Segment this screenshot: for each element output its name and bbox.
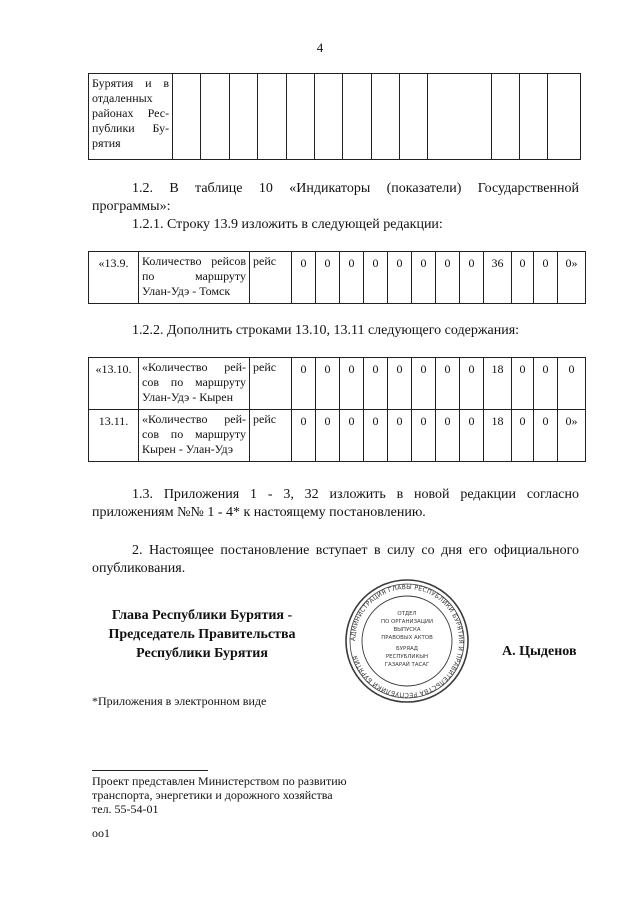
paragraph-1-3: 1.3. Приложения 1 - 3, 32 изложить в новой редакции согласно приложениям №№ 1 - 4* к настоящему постановлению.	[92, 487, 579, 520]
label-line: отдаленных	[92, 91, 153, 105]
value-cell: 0	[534, 252, 558, 304]
value-cell: 0	[460, 252, 484, 304]
page-number: 4	[316, 40, 324, 55]
official-seal	[344, 578, 470, 704]
empty-cell	[286, 74, 314, 160]
name-line: по маршруту	[142, 269, 246, 283]
project-note-line: тел. 55-54-01	[92, 802, 159, 816]
value-cell: 0	[292, 252, 316, 304]
value-cell: 0	[316, 410, 340, 462]
label-line: районах Рес-	[92, 106, 170, 120]
seal-center-line: БУРЯАД	[396, 646, 418, 652]
value-cell: 0	[340, 410, 364, 462]
value-cell: 0	[512, 410, 534, 462]
value-cell: 0	[340, 358, 364, 410]
value-cell: 18	[484, 358, 512, 410]
seal-center-line: ПРАВОВЫХ АКТОВ	[381, 635, 433, 641]
paragraph-1-2-2: 1.2.2. Дополнить строками 13.10, 13.11 следующего содержания:	[132, 323, 520, 338]
label-line: публики Бу-	[92, 121, 170, 135]
table-row	[89, 358, 586, 410]
project-note	[92, 774, 347, 816]
project-note-line: Проект представлен Министерством по развитию	[92, 774, 347, 788]
value-cell: 0»	[558, 410, 586, 462]
value-cell: 0	[558, 358, 586, 410]
value-cell: 0	[436, 252, 460, 304]
empty-cell	[519, 74, 547, 160]
value-cell: 0	[412, 252, 436, 304]
seal-center-line: ПО ОРГАНИЗАЦИИ	[381, 619, 433, 625]
row-id-cell: 13.11.	[89, 410, 139, 462]
value-cell: 0	[388, 252, 412, 304]
value-cell: 0	[412, 358, 436, 410]
table-row	[89, 252, 586, 304]
value-cell: 36	[484, 252, 512, 304]
paragraph-1-2-1: 1.2.1. Строку 13.9 изложить в следующей редакции:	[132, 217, 443, 232]
row-label-cell	[89, 74, 173, 160]
empty-cell	[173, 74, 201, 160]
empty-cell	[229, 74, 257, 160]
continuation-table	[88, 73, 581, 160]
signatory-title-line: Глава Республики Бурятия -	[111, 608, 293, 623]
value-cell: 0	[534, 410, 558, 462]
unit-cell: рейс	[250, 410, 292, 462]
seal-center-line: ОТДЕЛ	[397, 611, 417, 617]
name-line: «Количество рей-	[142, 412, 246, 426]
indicator-table-13-9	[88, 251, 586, 304]
value-cell: 0	[512, 252, 534, 304]
paragraph-1-2: 1.2. В таблице 10 «Индикаторы (показатели) Государственной программы»:	[92, 181, 579, 214]
unit-cell: рейс	[250, 358, 292, 410]
indicator-name-cell	[139, 410, 250, 462]
value-cell: 0	[460, 410, 484, 462]
value-cell: 0»	[558, 252, 586, 304]
signatory-name: А. Цыденов	[502, 644, 577, 659]
empty-cell	[371, 74, 399, 160]
value-cell: 0	[388, 358, 412, 410]
signatory-title	[92, 606, 312, 663]
indicator-name-cell	[139, 358, 250, 410]
empty-cell	[314, 74, 342, 160]
signatory-title-line: Республики Бурятия	[136, 646, 268, 661]
seal-center-line: ВЫПУСКА	[393, 627, 421, 633]
indicator-name-cell	[139, 252, 250, 304]
value-cell: 0	[436, 358, 460, 410]
value-cell: 0	[364, 410, 388, 462]
indicator-table-13-10-13-11	[88, 357, 586, 462]
table-row	[89, 410, 586, 462]
row-id-cell: «13.9.	[89, 252, 139, 304]
value-cell: 18	[484, 410, 512, 462]
value-cell: 0	[316, 252, 340, 304]
value-cell: 0	[364, 252, 388, 304]
signatory-title-line: Председатель Правительства	[108, 627, 296, 642]
name-line: Количество рейсов	[142, 254, 246, 268]
name-line: сов по маршруту	[142, 427, 246, 441]
project-note-line: транспорта, энергетики и дорожного хозяйства	[92, 788, 333, 802]
value-cell: 0	[388, 410, 412, 462]
value-cell: 0	[512, 358, 534, 410]
name-line: Улан-Удэ - Томск	[142, 284, 231, 298]
seal-ring-text: АДМИНИСТРАЦИЯ ГЛАВЫ РЕСПУБЛИКИ БУРЯТИЯ И ПРАВИТЕЛЬСТВА РЕСПУБЛИКИ БУРЯТИЯ	[349, 583, 465, 699]
row-id-cell: «13.10.	[89, 358, 139, 410]
name-line: Улан-Удэ - Кырен	[142, 390, 234, 404]
label-line: Бурятия и в	[92, 76, 170, 90]
name-line: «Количество рей-	[142, 360, 246, 374]
empty-cell	[548, 74, 581, 160]
empty-cell	[428, 74, 491, 160]
name-line: сов по маршруту	[142, 375, 246, 389]
document-code: оо1	[92, 826, 110, 840]
empty-cell	[343, 74, 371, 160]
empty-cell	[491, 74, 519, 160]
value-cell: 0	[292, 358, 316, 410]
value-cell: 0	[364, 358, 388, 410]
empty-cell	[400, 74, 428, 160]
label-line: рятия	[92, 136, 121, 150]
seal-center-line: ГАЗАРАЙ ТАСАГ	[384, 662, 430, 668]
value-cell: 0	[316, 358, 340, 410]
value-cell: 0	[292, 410, 316, 462]
value-cell: 0	[436, 410, 460, 462]
empty-cell	[258, 74, 286, 160]
value-cell: 0	[340, 252, 364, 304]
name-line: Кырен - Улан-Удэ	[142, 442, 234, 456]
appendix-footnote: *Приложения в электронном виде	[92, 694, 267, 708]
footer-divider	[92, 770, 208, 771]
value-cell: 0	[412, 410, 436, 462]
value-cell: 0	[460, 358, 484, 410]
paragraph-2: 2. Настоящее постановление вступает в силу со дня его официального опубликования.	[92, 543, 579, 576]
empty-cell	[201, 74, 229, 160]
unit-cell: рейс	[250, 252, 292, 304]
seal-center-line: РЕСПУБЛИКЫН	[385, 654, 429, 660]
table-row	[89, 74, 581, 160]
value-cell: 0	[534, 358, 558, 410]
